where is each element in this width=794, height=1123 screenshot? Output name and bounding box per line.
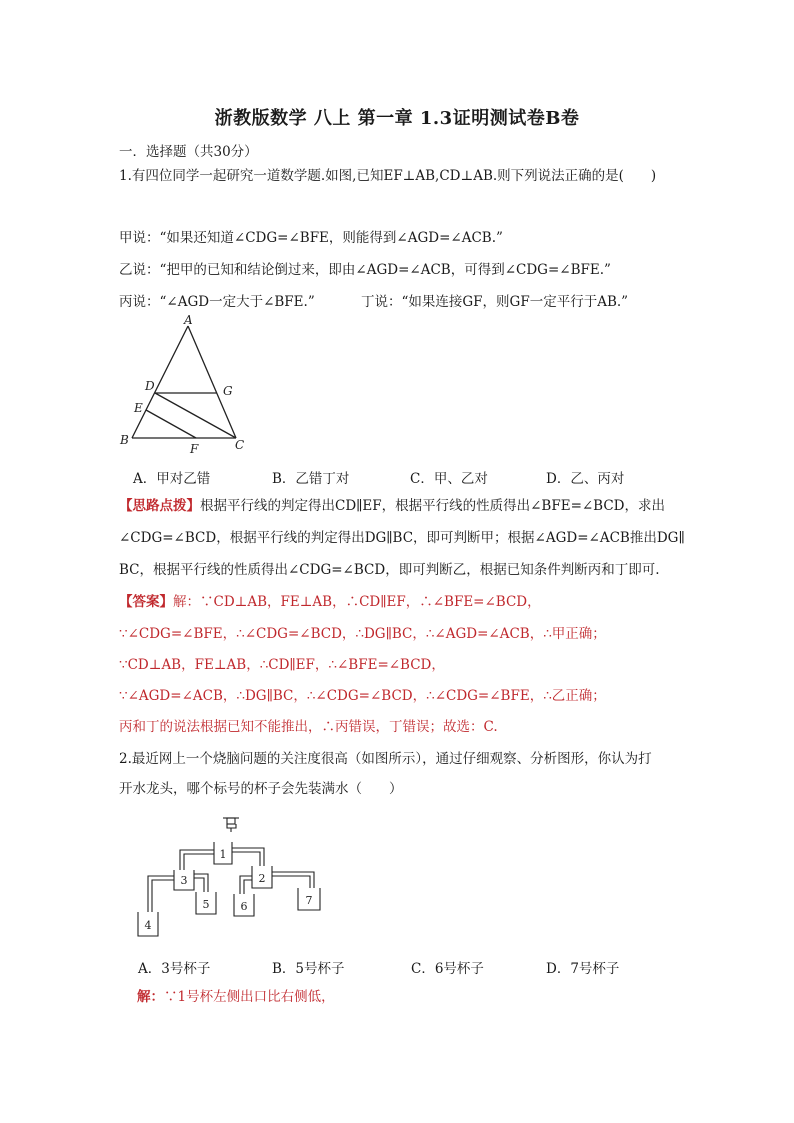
side-ac bbox=[188, 326, 236, 438]
q1-answer-line-5: 丙和丁的说法根据已知不能推出，∴丙错误，丁错误；故选：C. bbox=[119, 719, 498, 735]
cup-label-2: 2 bbox=[258, 872, 266, 885]
q1-statement-ding: 丁说：“如果连接GF，则GF一定平行于AB.” bbox=[361, 294, 629, 310]
q2-option-c[interactable]: C．6号杯子 bbox=[411, 961, 484, 977]
cup-label-3: 3 bbox=[180, 874, 188, 887]
q1-statement-bing: 丙说：“∠AGD一定大于∠BFE.” bbox=[119, 294, 315, 310]
q1-option-d[interactable]: D．乙、丙对 bbox=[546, 471, 625, 487]
cup-label-7: 7 bbox=[305, 894, 313, 907]
solution-text-1: ∵1号杯左侧出口比右侧低， bbox=[164, 989, 335, 1005]
q1-option-a[interactable]: A．甲对乙错 bbox=[133, 471, 211, 487]
label-b: B bbox=[120, 433, 129, 447]
segment-ef bbox=[146, 410, 196, 438]
cup-label-5: 5 bbox=[202, 898, 210, 911]
triangle-figure bbox=[112, 314, 262, 458]
q1-option-b[interactable]: B．乙错丁对 bbox=[272, 471, 350, 487]
q1-stem: 1.有四位同学一起研究一道数学题.如图,已知EF⊥AB,CD⊥AB.则下列说法正确的是( ) bbox=[119, 168, 657, 184]
answer-label: 【答案】 bbox=[119, 594, 173, 610]
q2-option-b[interactable]: B．5号杯子 bbox=[272, 961, 345, 977]
q1-statement-yi: 乙说：“把甲的已知和结论倒过来，即由∠AGD=∠ACB，可得到∠CDG=∠BFE.” bbox=[119, 262, 611, 278]
segment-dc bbox=[155, 393, 236, 438]
cup-label-4: 4 bbox=[144, 919, 152, 932]
hint-label: 【思路点拨】 bbox=[119, 498, 200, 514]
cup-label-6: 6 bbox=[240, 900, 248, 913]
q1-answer-line-2: ∵∠CDG=∠BFE，∴∠CDG=∠BCD，∴DG∥BC，∴∠AGD=∠ACB，∴甲正确； bbox=[119, 626, 606, 642]
solution-label: 解： bbox=[137, 989, 164, 1005]
q1-statement-jia: 甲说：“如果还知道∠CDG=∠BFE，则能得到∠AGD=∠ACB.” bbox=[119, 230, 503, 246]
label-e: E bbox=[134, 401, 143, 415]
q1-answer-line-3: ∵CD⊥AB，FE⊥AB，∴CD∥EF，∴∠BFE=∠BCD， bbox=[119, 657, 445, 673]
cup-label-1: 1 bbox=[219, 848, 227, 861]
label-c: C bbox=[235, 438, 245, 452]
side-ab bbox=[132, 326, 188, 438]
hint-text-1: 根据平行线的判定得出CD∥EF，根据平行线的性质得出∠BFE=∠BCD，求出 bbox=[200, 498, 666, 514]
answer-text-1: 解：∵CD⊥AB，FE⊥AB，∴CD∥EF，∴∠BFE=∠BCD， bbox=[173, 594, 541, 610]
label-f: F bbox=[190, 442, 199, 456]
q2-option-a[interactable]: A．3号杯子 bbox=[138, 961, 211, 977]
section-heading: 一．选择题（共30分） bbox=[119, 144, 258, 160]
q1-hint-line-3: BC，根据平行线的性质得出∠CDG=∠BCD，即可判断乙，根据已知条件判断丙和丁即可. bbox=[119, 562, 660, 578]
q1-hint-line-2: ∠CDG=∠BCD，根据平行线的判定得出DG∥BC，即可判断甲；根据∠AGD=∠ACB推出DG∥ bbox=[119, 530, 685, 546]
q2-option-d[interactable]: D．7号杯子 bbox=[546, 961, 620, 977]
q2-solution-line-1 bbox=[137, 988, 335, 1006]
q1-option-c[interactable]: C．甲、乙对 bbox=[410, 471, 488, 487]
q2-stem-line-1: 2.最近网上一个烧脑问题的关注度很高（如图所示），通过仔细观察、分析图形，你认为打 bbox=[119, 751, 652, 767]
cups-figure bbox=[132, 812, 328, 942]
q1-answer-line-4: ∵∠AGD=∠ACB，∴DG∥BC，∴∠CDG=∠BCD，∴∠CDG=∠BFE，∴乙正确； bbox=[119, 688, 606, 704]
faucet-icon bbox=[223, 818, 239, 832]
q1-hint-line-1 bbox=[119, 497, 665, 515]
label-d: D bbox=[145, 379, 155, 393]
page-title: 浙教版数学 八上 第一章 1.3证明测试卷B卷 bbox=[214, 108, 580, 129]
label-a: A bbox=[184, 314, 193, 327]
q2-stem-line-2: 开水龙头，哪个标号的杯子会先装满水（ ） bbox=[119, 781, 403, 797]
q1-answer-line-1 bbox=[119, 593, 541, 611]
label-g: G bbox=[223, 384, 233, 398]
